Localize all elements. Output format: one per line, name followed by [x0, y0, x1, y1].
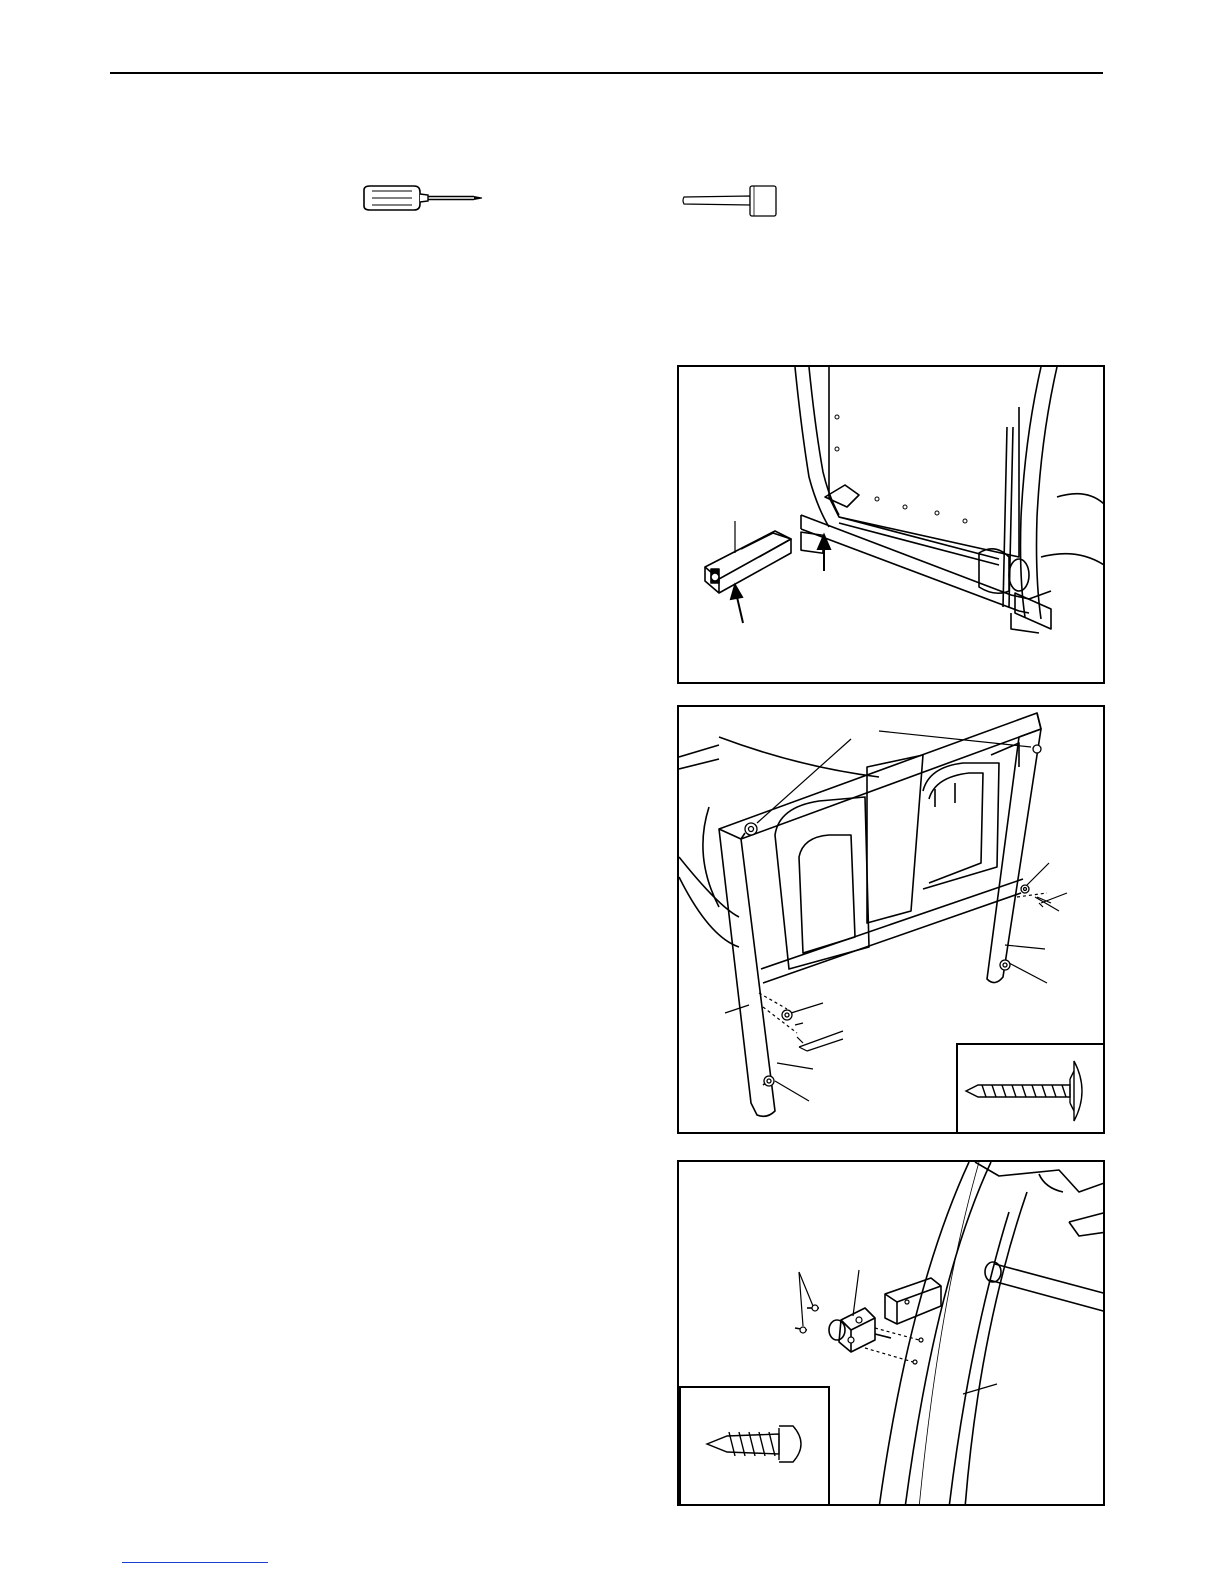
figure-3	[677, 1160, 1105, 1506]
header-rule	[110, 72, 1103, 74]
footer-link-underline	[122, 1562, 268, 1563]
figure-2	[677, 705, 1105, 1134]
figure-1	[677, 365, 1105, 684]
mallet-icon	[682, 183, 780, 219]
figure-1-drawing	[679, 367, 1105, 684]
bolt-icon	[958, 1045, 1105, 1134]
screw-icon	[681, 1388, 830, 1506]
screwdriver-icon	[362, 184, 486, 212]
figure-3-inset	[679, 1386, 830, 1506]
figure-2-inset	[956, 1043, 1105, 1134]
